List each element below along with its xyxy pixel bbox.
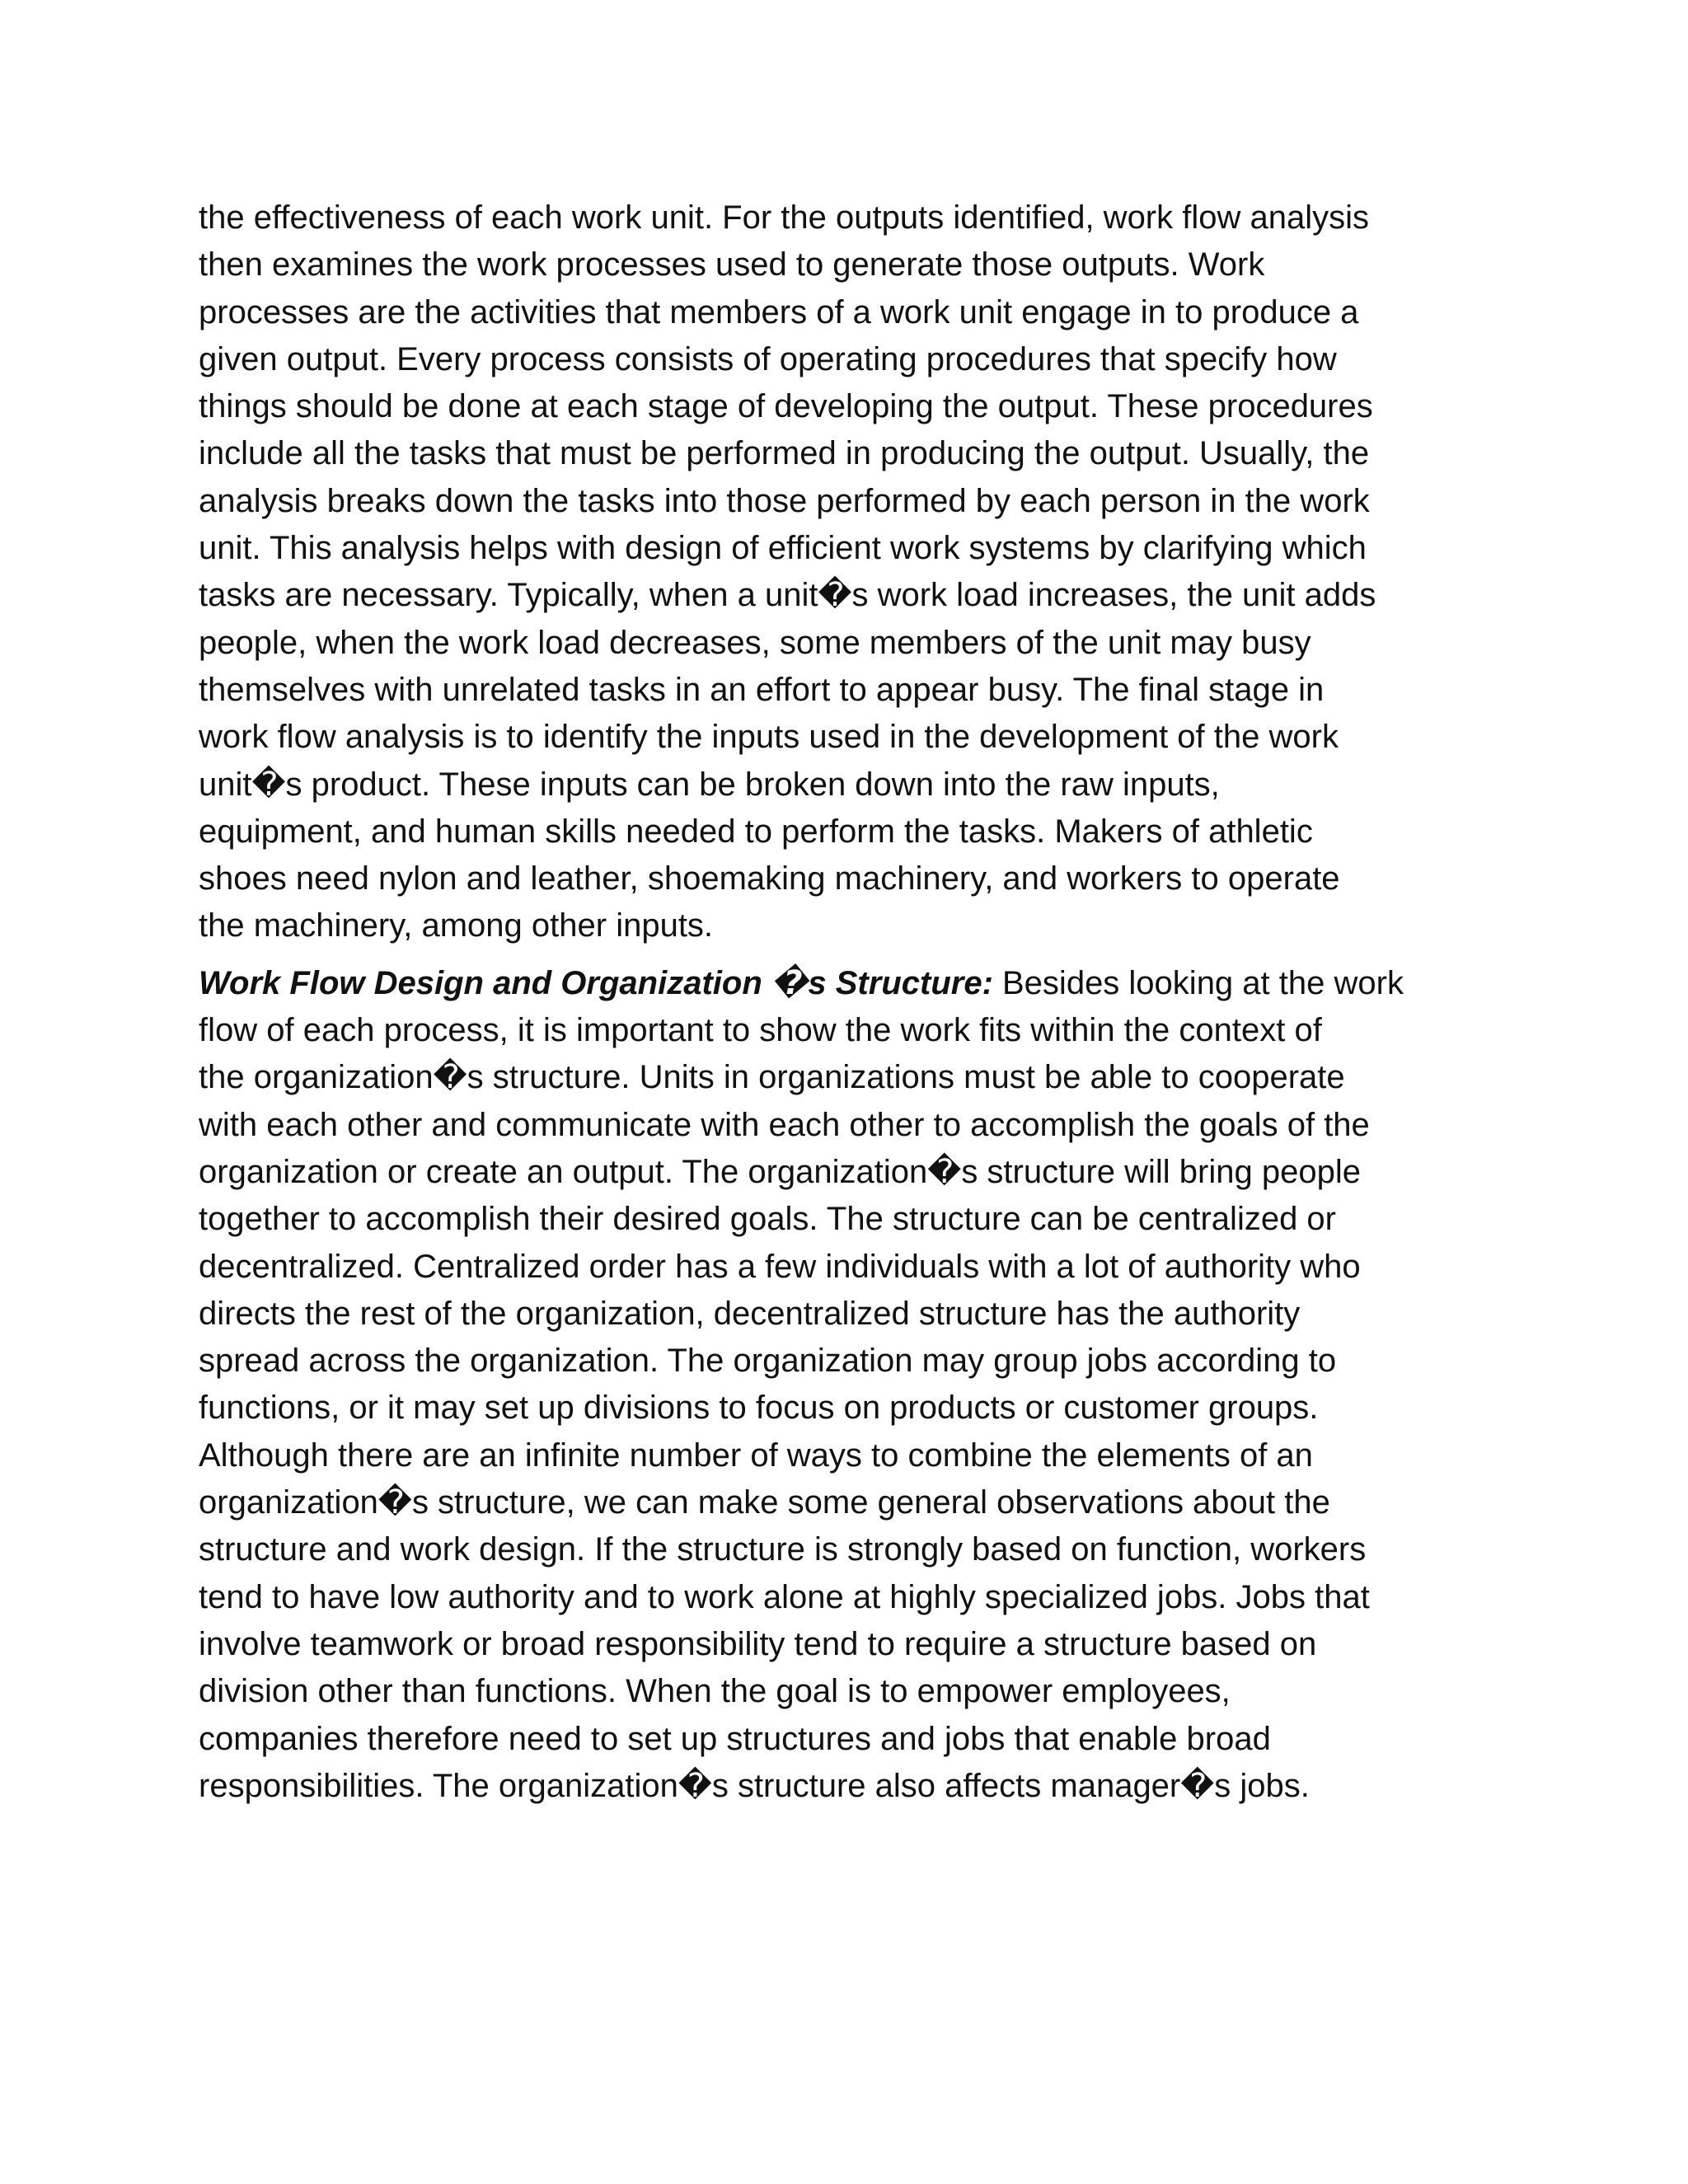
section-heading: Work Flow Design and Organization �s Structure: [199, 964, 993, 1001]
text-line: shoes need nylon and leather, shoemaking machinery, and workers to operate [199, 860, 1340, 898]
text-line: decentralized. Centralized order has a few individuals with a lot of authority who [199, 1248, 1361, 1285]
text-line: the machinery, among other inputs. [199, 907, 714, 944]
text-line: given output. Every process consists of operating procedures that specify how [199, 340, 1337, 377]
paragraph-work-flow-analysis [199, 194, 1509, 950]
text-line: analysis breaks down the tasks into those performed by each person in the work [199, 482, 1370, 519]
text-line: things should be done at each stage of developing the output. These procedures [199, 388, 1373, 425]
text-line: tend to have low authority and to work alone at highly specialized jobs. Jobs that [199, 1578, 1370, 1615]
text-line: the organization�s structure. Units in organizations must be able to cooperate [199, 1059, 1345, 1096]
text-line: with each other and communicate with each other to accomplish the goals of the [199, 1106, 1370, 1143]
text-line: equipment, and human skills needed to perform the tasks. Makers of athletic [199, 813, 1313, 850]
text-line: functions, or it may set up divisions to focus on products or customer groups. [199, 1390, 1319, 1427]
document-body [199, 194, 1509, 1810]
text-line: division other than functions. When the goal is to empower employees, [199, 1673, 1231, 1710]
text-line: organization or create an output. The organization�s structure will bring people [199, 1153, 1361, 1190]
text-line: together to accomplish their desired goals. The structure can be centralized or [199, 1201, 1336, 1238]
text-line: companies therefore need to set up structures and jobs that enable broad [199, 1720, 1271, 1757]
text-line: unit�s product. These inputs can be broken down into the raw inputs, [199, 766, 1220, 803]
text-line: Although there are an infinite number of ways to combine the elements of an [199, 1436, 1313, 1474]
text-line: themselves with unrelated tasks in an effort to appear busy. The final stage in [199, 671, 1325, 708]
paragraph-organization-structure [199, 960, 1509, 1810]
text-line: tasks are necessary. Typically, when a unit�s work load increases, the unit adds [199, 577, 1376, 614]
text-line: then examines the work processes used to generate those outputs. Work [199, 246, 1265, 284]
text-line: directs the rest of the organization, decentralized structure has the authority [199, 1295, 1301, 1332]
text-line: spread across the organization. The organization may group jobs according to [199, 1343, 1337, 1380]
text-line: work flow analysis is to identify the inputs used in the development of the work [199, 719, 1339, 756]
text-line: responsibilities. The organization�s structure also affects manager�s jobs. [199, 1767, 1310, 1804]
text-line: processes are the activities that members of a work unit engage in to produce a [199, 293, 1359, 330]
text-line: organization�s structure, we can make some general observations about the [199, 1484, 1330, 1521]
text-line: unit. This analysis helps with design of efficient work systems by clarifying which [199, 530, 1367, 567]
text-line-with-heading [199, 960, 1509, 1007]
text-line: involve teamwork or broad responsibility tend to require a structure based on [199, 1625, 1317, 1662]
text-line: include all the tasks that must be performed in producing the output. Usually, the [199, 435, 1370, 472]
text-line: flow of each process, it is important to show the work fits within the context of [199, 1012, 1322, 1049]
text-line: the effectiveness of each work unit. For the outputs identified, work flow analysis [199, 199, 1369, 236]
text-line: people, when the work load decreases, some members of the unit may busy [199, 624, 1311, 661]
text-line: structure and work design. If the structure is strongly based on function, workers [199, 1531, 1367, 1568]
heading-line-text: Besides looking at the work [992, 964, 1404, 1001]
